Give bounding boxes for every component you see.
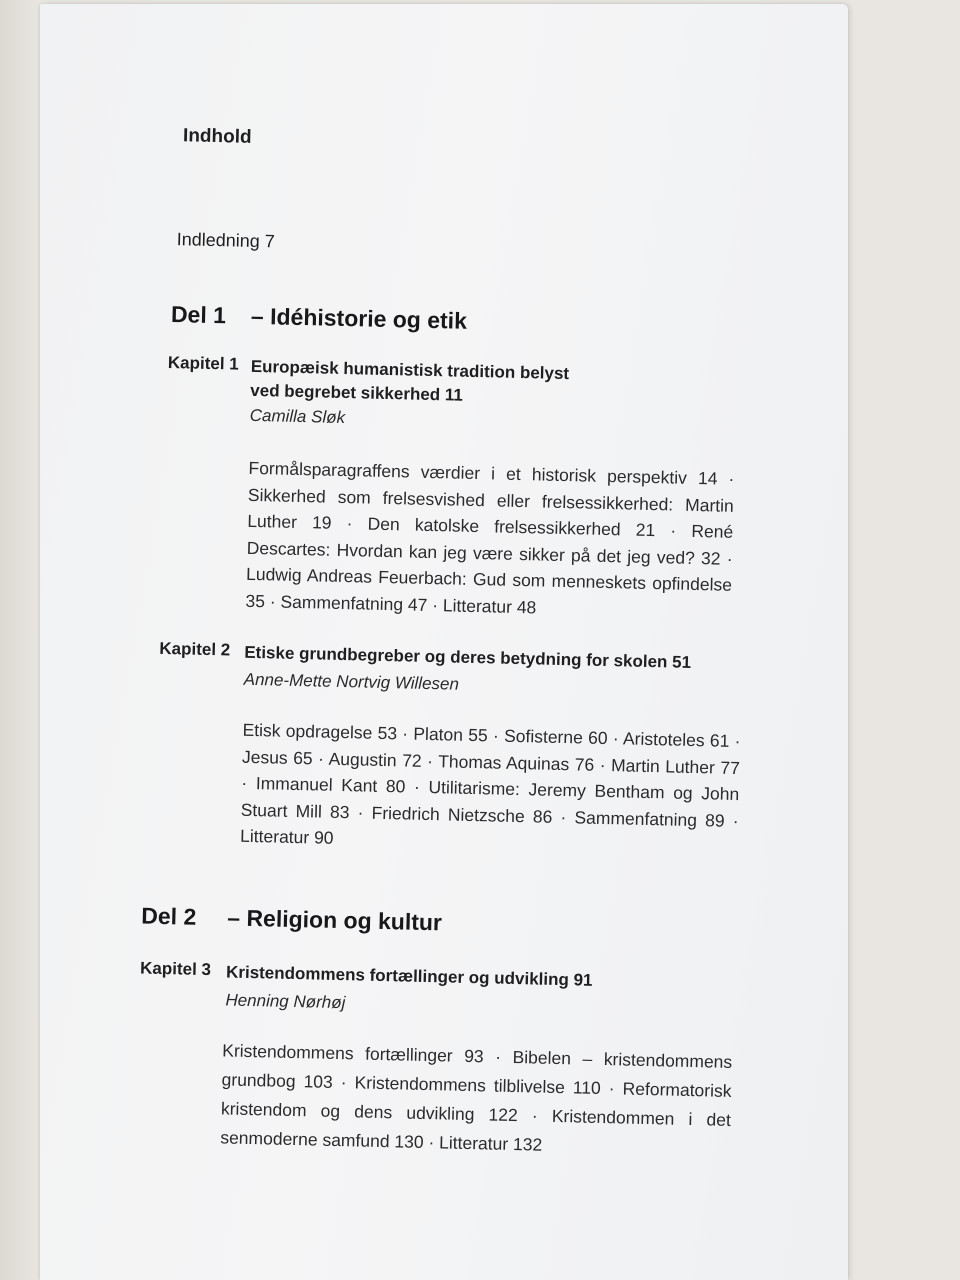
- part-2-title: – Religion og kultur: [227, 904, 443, 936]
- chapter-1-author: Camilla Sløk: [249, 405, 346, 428]
- table-of-contents: [40, 4, 848, 1280]
- chapter-2-summary: Etisk opdragelse 53 · Platon 55 · Sofisterne 60 · Aristoteles 61 · Jesus 65 · Augustin 72 · Thomas Aquinas 76 · Martin Luther 77 · Immanuel Kant 80 · Utilitarisme: Jeremy Bentham og John Stuart Mill 83 · Friedrich Nietzsche 86 · Sammenfatning 89 · Litteratur 90: [239, 719, 741, 848]
- part-2-label: Del 2: [141, 902, 197, 930]
- chapter-2-title-line-1: Etiske grundbegreber og deres betydning for skolen 51: [244, 642, 692, 672]
- chapter-3-author: Henning Nørhøj: [225, 990, 346, 1013]
- chapter-2-label: Kapitel 2: [159, 638, 231, 660]
- chapter-3-title-line-1: Kristendommens fortællinger og udvikling 91: [225, 962, 593, 990]
- part-1-title: – Idéhistorie og etik: [250, 302, 468, 334]
- part-1-label: Del 1: [170, 301, 227, 329]
- chapter-1-title: [250, 355, 671, 413]
- toc-heading: Indhold: [182, 125, 252, 148]
- chapter-2-author: Anne-Mette Nortvig Willesen: [243, 669, 460, 694]
- chapter-3-title: [226, 960, 706, 995]
- book-page: [40, 4, 848, 1280]
- chapter-1-label: Kapitel 1: [167, 352, 239, 374]
- chapter-3-label: Kapitel 3: [139, 958, 212, 980]
- introduction-entry: Indledning 7: [176, 229, 275, 252]
- chapter-1-title-line-2: ved begrebet sikkerhed 11: [250, 380, 464, 405]
- chapter-1-summary: Formålsparagraffens værdier i et historisk perspektiv 14 · Sikkerhed som frelsesvished eller frelsessikkerhed: Martin Luther 19 · Den katolske frelsessikkerhed 21 · René Descartes: Hvordan kan jeg være sikker på det jeg ved? 32 · Ludwig Andreas Feuerbach: Gud som menneskets opfindelse 35 · Sammenfatning 47 · Litteratur 48: [245, 457, 735, 617]
- chapter-3-summary: Kristendommens fortællinger 93 · Bibelen – kristendommens grundbog 103 · Kristendommens tilblivelse 110 · Reformatorisk kristendom og dens udvikling 122 · Kristendommen i det senmoderne samfund 130 · Litteratur 132: [220, 1040, 733, 1155]
- chapter-1-title-line-1: Europæisk humanistisk tradition belyst: [250, 356, 570, 384]
